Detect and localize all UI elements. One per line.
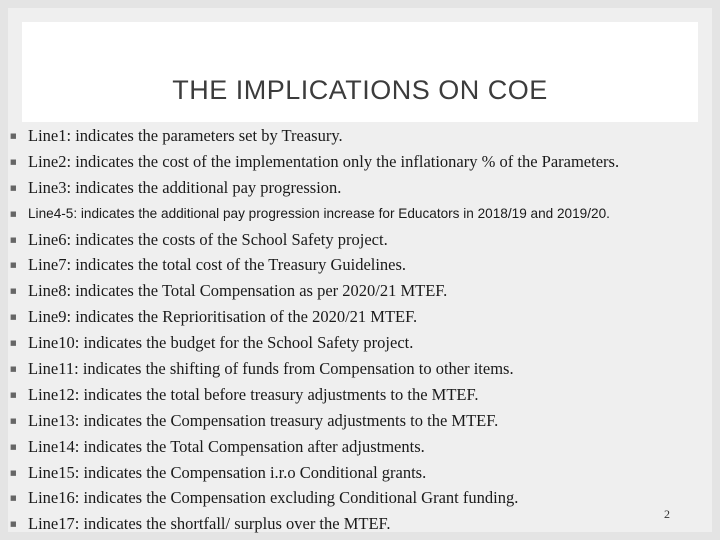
list-item-text: Line13: indicates the Compensation treasury adjustments to the MTEF.	[28, 410, 499, 430]
list-item	[10, 252, 700, 278]
list-item-text: Line12: indicates the total before treasury adjustments to the MTEF.	[28, 384, 479, 404]
list-item-text: Line2: indicates the cost of the implementation only the inflationary % of the Parameters.	[28, 151, 620, 171]
list-item-text: Line16: indicates the Compensation excluding Conditional Grant funding.	[28, 488, 519, 508]
bullet-icon: ■	[10, 287, 17, 296]
list-item-text: Line1: indicates the parameters set by Treasury.	[28, 125, 343, 145]
list-item-text: Line6: indicates the costs of the School Safety project.	[28, 229, 388, 249]
list-item-text: Line7: indicates the total cost of the Treasury Guidelines.	[28, 255, 407, 275]
list-item	[10, 123, 700, 149]
bullet-icon: ■	[10, 235, 17, 244]
list-item	[10, 201, 700, 227]
bullet-icon: ■	[10, 390, 17, 399]
title-box	[22, 22, 698, 122]
list-item	[10, 434, 700, 460]
bullet-icon: ■	[10, 261, 17, 270]
list-item-text: Line8: indicates the Total Compensation as per 2020/21 MTEF.	[28, 281, 448, 301]
bullet-list	[10, 123, 700, 537]
list-item	[10, 149, 700, 175]
bullet-icon: ■	[10, 494, 17, 503]
bullet-icon: ■	[10, 520, 17, 529]
list-item	[10, 408, 700, 434]
list-item-text: Line10: indicates the budget for the School Safety project.	[28, 333, 414, 353]
list-item	[10, 382, 700, 408]
list-item	[10, 511, 700, 537]
list-item	[10, 175, 700, 201]
list-item-text: Line4-5: indicates the additional pay progression increase for Educators in 2018/19 and 2019/20.	[28, 206, 610, 222]
list-item-text: Line17: indicates the shortfall/ surplus over the MTEF.	[28, 514, 391, 534]
list-item	[10, 227, 700, 253]
list-item-text: Line3: indicates the additional pay progression.	[28, 177, 342, 197]
list-item-text: Line15: indicates the Compensation i.r.o Conditional grants.	[28, 462, 427, 482]
list-item	[10, 278, 700, 304]
bullet-icon: ■	[10, 313, 17, 322]
page-number: 2	[664, 507, 670, 521]
bullet-icon: ■	[10, 209, 17, 218]
bullet-icon: ■	[10, 416, 17, 425]
list-item-text: Line11: indicates the shifting of funds from Compensation to other items.	[28, 358, 514, 378]
slide-title: THE IMPLICATIONS ON COE	[172, 75, 548, 105]
list-item	[10, 304, 700, 330]
list-item	[10, 330, 700, 356]
bullet-icon: ■	[10, 131, 17, 140]
bullet-icon: ■	[10, 442, 17, 451]
bullet-icon: ■	[10, 183, 17, 192]
list-item	[10, 356, 700, 382]
list-item	[10, 460, 700, 486]
list-item-text: Line14: indicates the Total Compensation after adjustments.	[28, 436, 425, 456]
bullet-icon: ■	[10, 339, 17, 348]
bullet-icon: ■	[10, 157, 17, 166]
bullet-icon: ■	[10, 364, 17, 373]
list-item-text: Line9: indicates the Reprioritisation of the 2020/21 MTEF.	[28, 307, 418, 327]
list-item	[10, 485, 700, 511]
bullet-icon: ■	[10, 468, 17, 477]
